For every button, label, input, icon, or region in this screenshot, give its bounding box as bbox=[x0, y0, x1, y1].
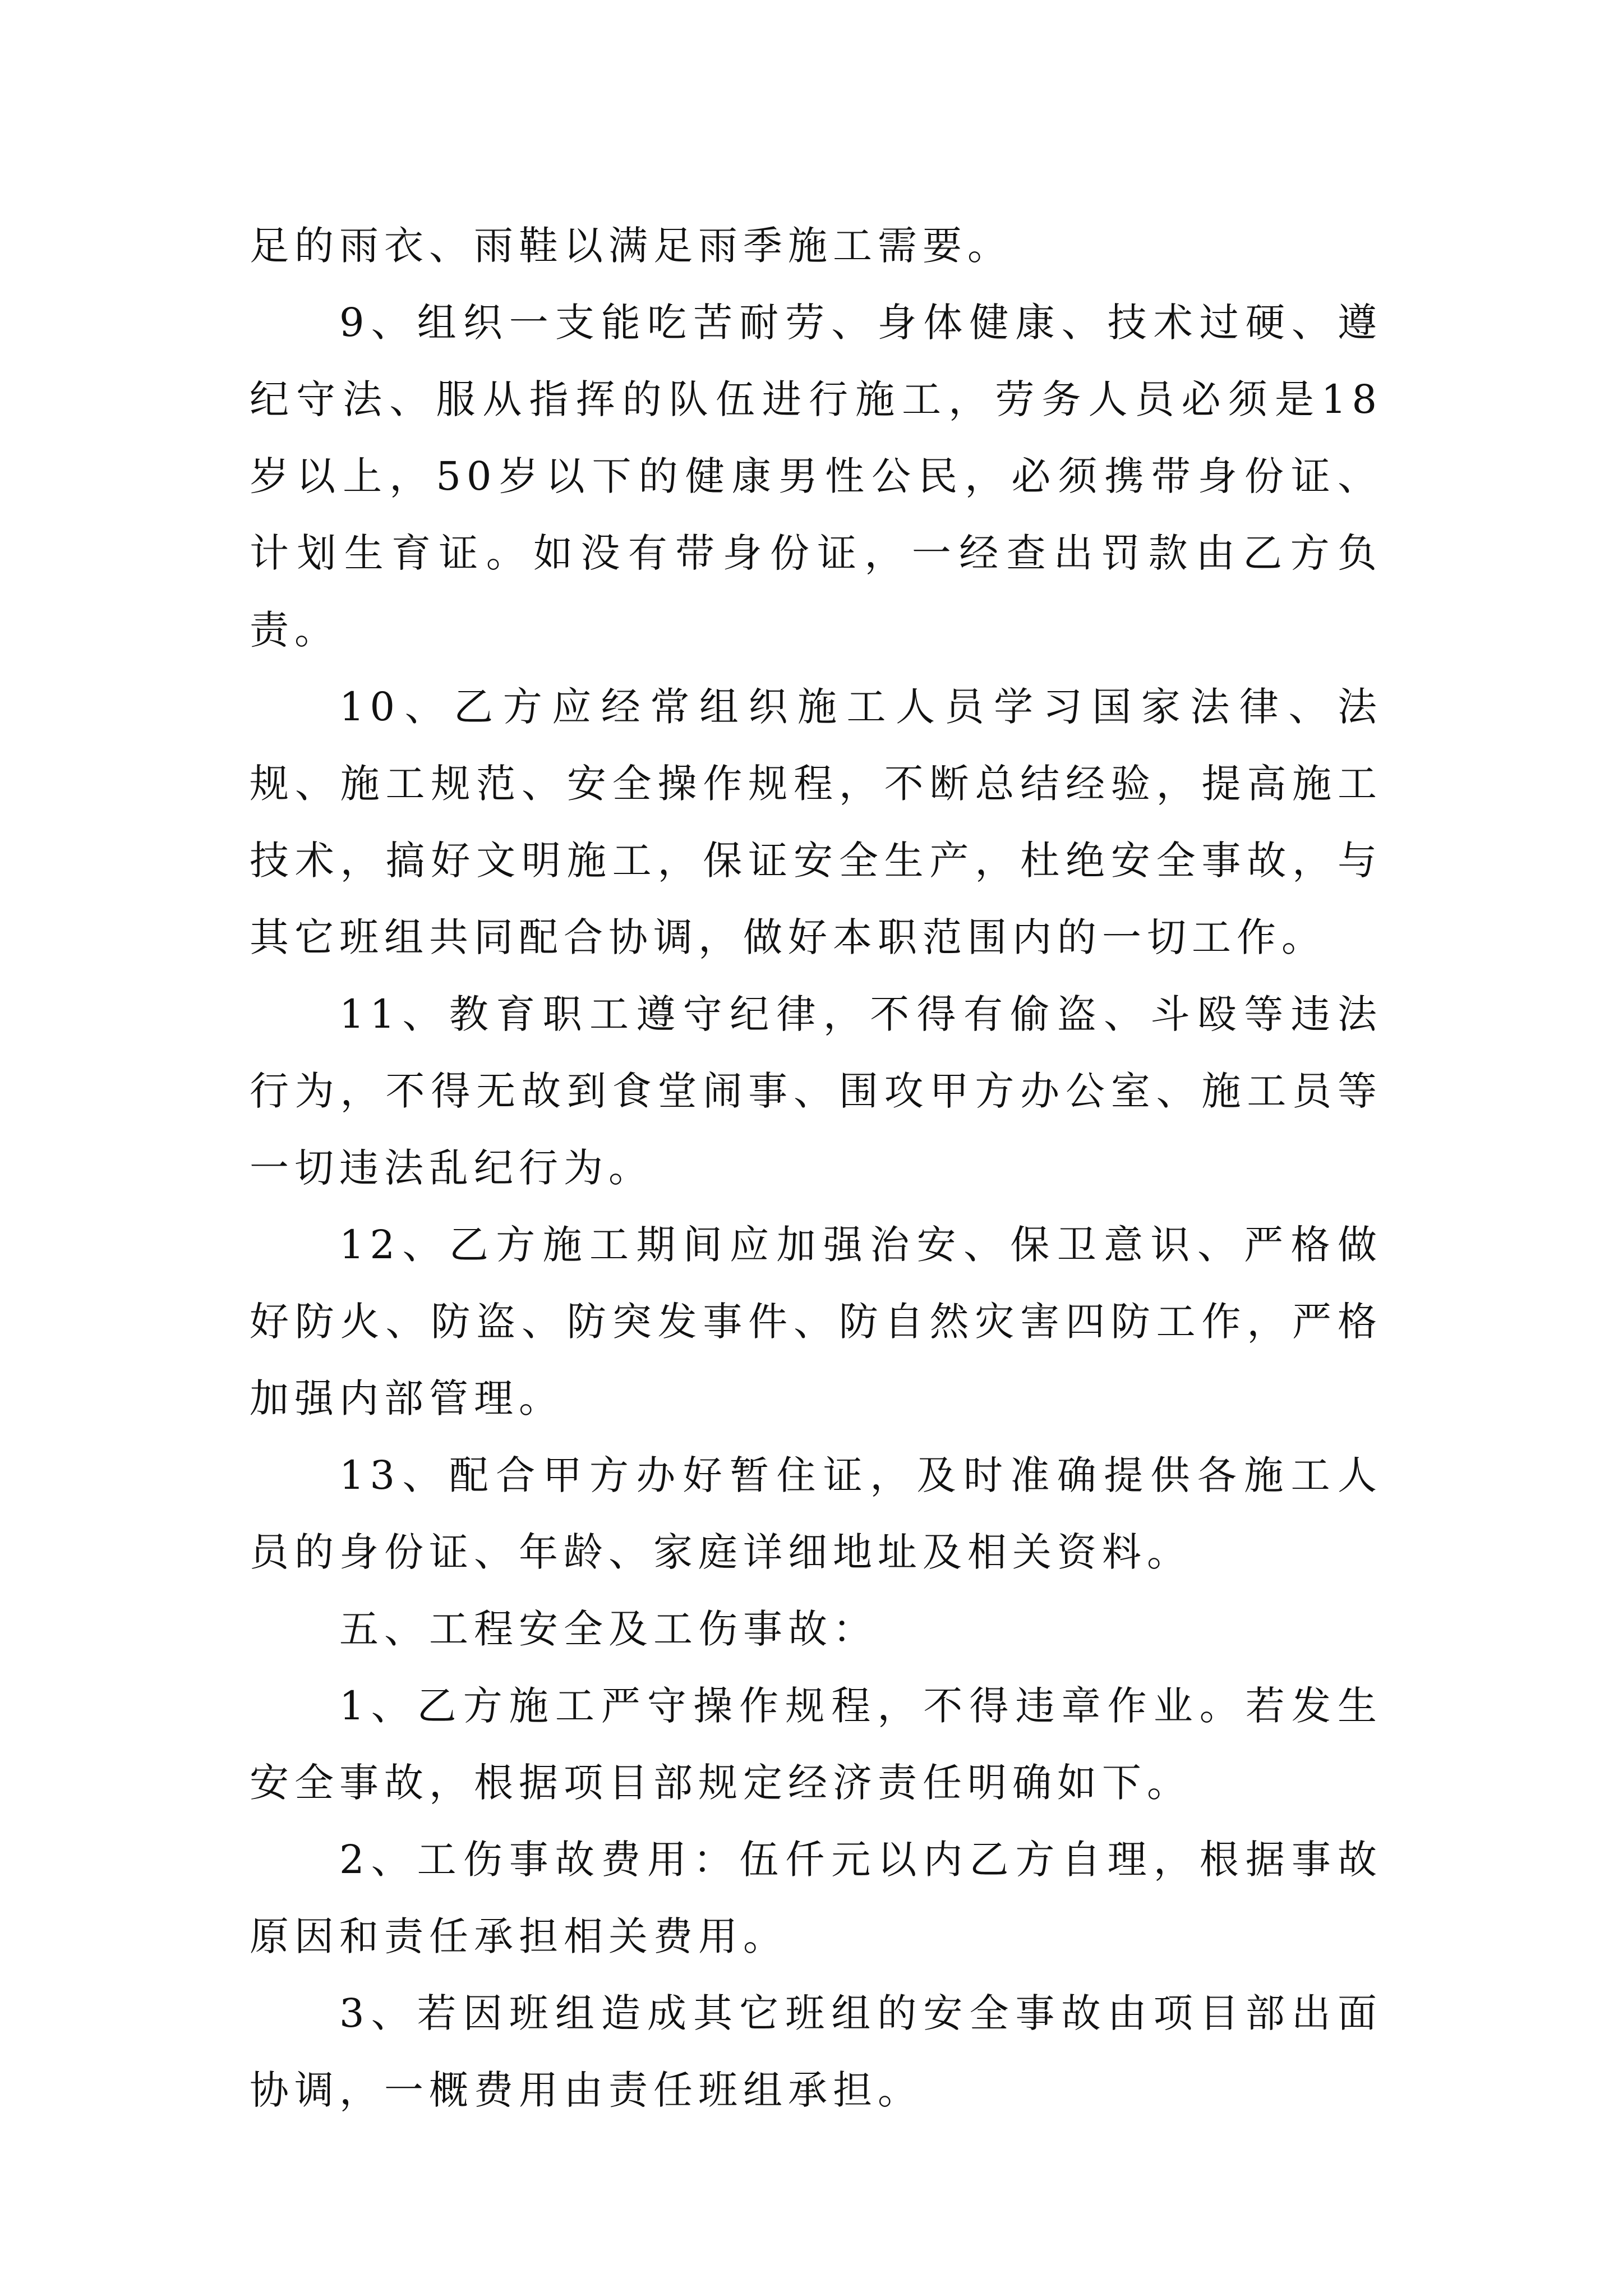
document-body bbox=[250, 208, 1382, 2129]
paragraph-item-11: 11、教育职工遵守纪律，不得有偷盗、斗殴等违法行为，不得无故到食堂闹事、围攻甲方办公室、施工员等一切违法乱纪行为。 bbox=[250, 991, 1382, 1191]
paragraph-item-10: 10、乙方应经常组织施工人员学习国家法律、法规、施工规范、安全操作规程，不断总结经验，提高施工技术，搞好文明施工，保证安全生产，杜绝安全事故，与其它班组共同配合协调，做好本职范围内的一切工作。 bbox=[250, 684, 1382, 960]
paragraph-safety-2: 2、工伤事故费用：伍仟元以内乙方自理，根据事故原因和责任承担相关费用。 bbox=[250, 1837, 1382, 1959]
section-heading-5: 五、工程安全及工伤事故： bbox=[339, 1606, 878, 1652]
paragraph-item-9: 9、组织一支能吃苦耐劳、身体健康、技术过硬、遵纪守法、服从指挥的队伍进行施工，劳务人员必须是18岁以上，50岁以下的健康男性公民，必须携带身份证、计划生育证。如没有带身份证，一经查出罚款由乙方负责。 bbox=[250, 300, 1382, 653]
paragraph-continuation: 足的雨衣、雨鞋以满足雨季施工需要。 bbox=[250, 223, 1012, 269]
paragraph-item-13: 13、配合甲方办好暂住证，及时准确提供各施工人员的身份证、年龄、家庭详细地址及相关资料。 bbox=[250, 1452, 1382, 1575]
paragraph-safety-1: 1、乙方施工严守操作规程，不得违章作业。若发生安全事故，根据项目部规定经济责任明确如下。 bbox=[250, 1683, 1382, 1806]
paragraph-item-12: 12、乙方施工期间应加强治安、保卫意识、严格做好防火、防盗、防突发事件、防自然灾害四防工作，严格加强内部管理。 bbox=[250, 1222, 1382, 1421]
paragraph-safety-3: 3、若因班组造成其它班组的安全事故由项目部出面协调，一概费用由责任班组承担。 bbox=[250, 1990, 1382, 2113]
